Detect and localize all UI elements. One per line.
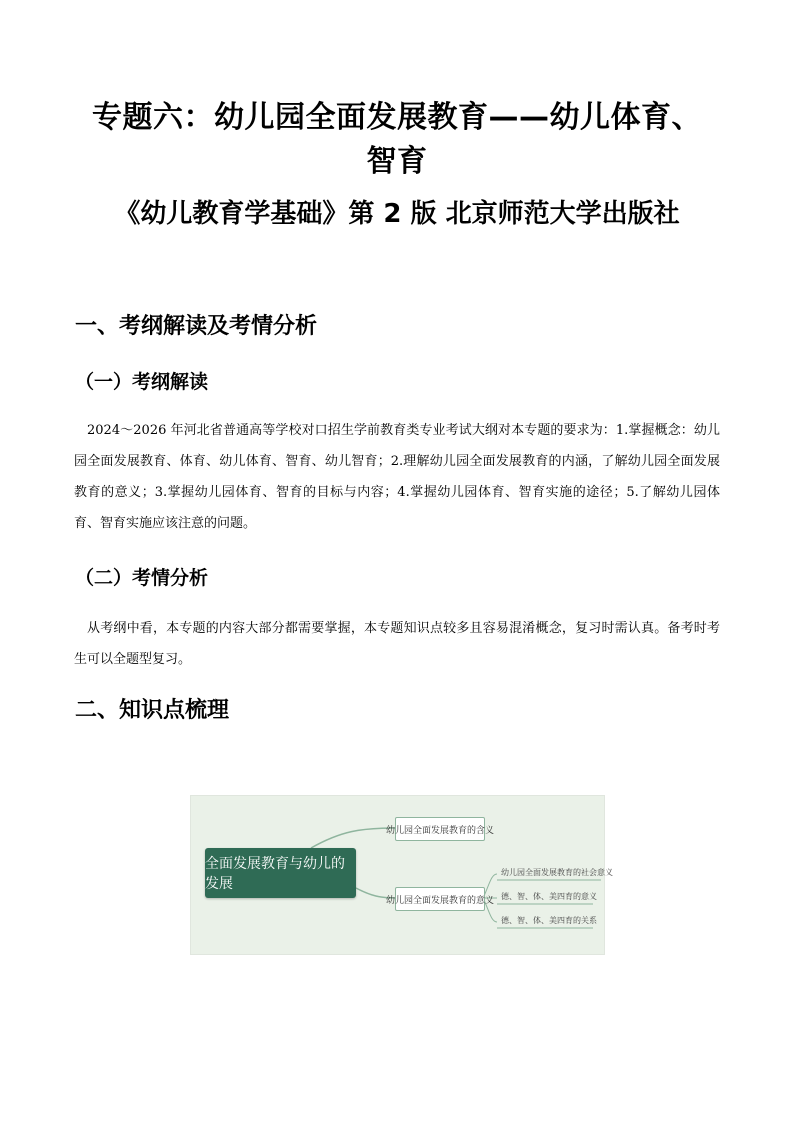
subsection-2-heading: （二）考情分析 [75, 567, 209, 589]
title-line-2: 智育 [366, 144, 428, 179]
analysis-paragraph: 从考纲中看，本专题的内容大部分都需要掌握，本专题知识点较多且容易混淆概念，复习时需认真。备考时考生可以全题型复习。 [74, 621, 720, 667]
mindmap-leaf-four-education-relation: 德、智、体、美四育的关系 [501, 916, 597, 925]
mindmap-leaf-social-significance: 幼儿园全面发展教育的社会意义 [501, 868, 613, 877]
title-line-1: 专题六：幼儿园全面发展教育——幼儿体育、 [92, 100, 702, 135]
section-1-heading: 一、考纲解读及考情分析 [75, 314, 318, 339]
syllabus-paragraph: 2024～2026 年河北省普通高等学校对口招生学前教育类专业考试大纲对本专题的要求为：1.掌握概念：幼儿园全面发展教育、体育、幼儿体育、智育、幼儿智育；2.理解幼儿园全面发展教育的内涵，了解幼儿园全面发展教育的意义；3.掌握幼儿园体育、智育的目标与内容；4.掌握幼儿园体育、智育实施的途径；5.了解幼儿园体育、智育实施应该注意的问题。 [74, 423, 720, 531]
mindmap-leaf-four-education-significance: 德、智、体、美四育的意义 [501, 892, 597, 901]
mindmap-branch-significance: 幼儿园全面发展教育的意义 [395, 887, 485, 911]
mindmap-root-node: 全面发展教育与幼儿的发展 [205, 848, 356, 898]
document-title [60, 96, 734, 184]
mindmap-branch-meaning: 幼儿园全面发展教育的含义 [395, 817, 485, 841]
connector-root-branch1 [311, 828, 395, 848]
subsection-1-heading: （一）考纲解读 [75, 371, 209, 393]
mindmap-figure [190, 795, 613, 955]
section-2-heading: 二、知识点梳理 [75, 698, 230, 723]
document-subtitle: 《幼儿教育学基础》第 2 版 北京师范大学出版社 [114, 199, 680, 229]
